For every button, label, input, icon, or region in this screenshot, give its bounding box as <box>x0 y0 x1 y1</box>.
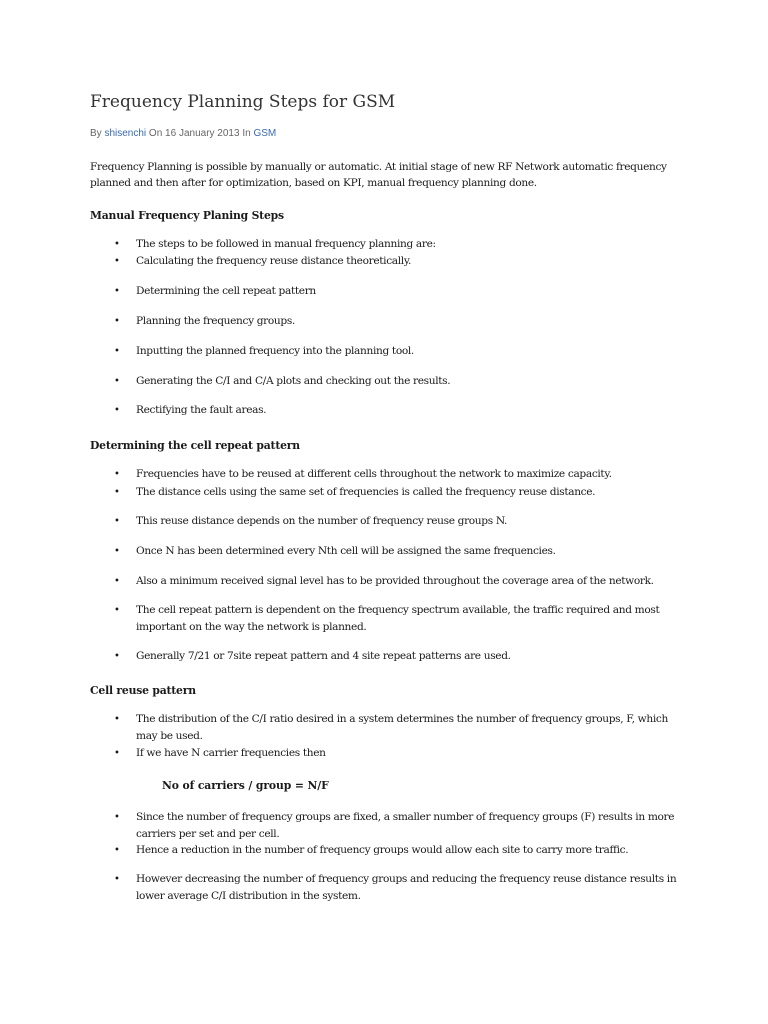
bullet: • <box>114 376 120 387</box>
bullet: • <box>114 874 120 885</box>
intro-paragraph: Frequency Planning is possible by manually or automatic. At initial stage of new RF Network automatic frequency planned and then after for optimization, based on KPI, manual frequency planning done. <box>90 161 667 189</box>
bullet: • <box>114 546 120 557</box>
list-item: • The steps to be followed in manual frequency planning are: <box>136 236 692 253</box>
formula: No of carriers / group = N/F <box>162 779 329 792</box>
category-link[interactable]: GSM <box>253 128 277 139</box>
list-item: • The distance cells using the same set of frequencies is called the frequency reuse distance. <box>136 484 692 501</box>
bullet: • <box>114 516 120 527</box>
section-heading-repeat: Determining the cell repeat pattern <box>90 439 300 452</box>
bullet: • <box>114 748 120 759</box>
bullet: • <box>114 812 120 823</box>
section-heading-manual: Manual Frequency Planing Steps <box>90 209 284 222</box>
bullet: • <box>114 316 120 327</box>
article-title: Frequency Planning Steps for GSM <box>90 92 396 112</box>
list-item: • The cell repeat pattern is dependent on the frequency spectrum available, the traffic required and most important on the way the network is planned. <box>114 604 660 633</box>
list-item: • The distribution of the C/I ratio desired in a system determines the number of frequency groups, F, which may be used. <box>114 713 668 742</box>
list-item: • Calculating the frequency reuse distance theoretically. <box>136 253 692 270</box>
bullet: • <box>114 469 120 480</box>
bullet: • <box>114 286 120 297</box>
bullet: • <box>114 605 120 616</box>
list-item: • However decreasing the number of frequency groups and reducing the frequency reuse distance results in lower average C/I distribution in the system. <box>114 873 677 902</box>
list-item: • Determining the cell repeat pattern <box>136 283 692 300</box>
byline-by: By <box>90 128 105 139</box>
bullet: • <box>114 239 120 250</box>
bullet: • <box>114 651 120 662</box>
list-item: • Frequencies have to be reused at different cells throughout the network to maximize capacity. <box>136 466 692 483</box>
list-item: • This reuse distance depends on the number of frequency reuse groups N. <box>136 513 692 530</box>
list-item: • If we have N carrier frequencies then <box>136 745 692 762</box>
bullet: • <box>114 405 120 416</box>
list-item: • Once N has been determined every Nth cell will be assigned the same frequencies. <box>136 543 692 560</box>
list-item: • Generating the C/I and C/A plots and checking out the results. <box>136 373 692 390</box>
bullet: • <box>114 487 120 498</box>
author-link[interactable]: shisenchi <box>104 128 147 139</box>
bullet: • <box>114 256 120 267</box>
bullet: • <box>114 714 120 725</box>
list-item: • Rectifying the fault areas. <box>136 402 692 419</box>
list-item: • Since the number of frequency groups are fixed, a smaller number of frequency groups (F) results in more carriers per set and per cell. <box>114 811 675 840</box>
list-item: • Generally 7/21 or 7site repeat pattern and 4 site repeat patterns are used. <box>136 648 692 665</box>
list-item: • Planning the frequency groups. <box>136 313 692 330</box>
list-item: • Inputting the planned frequency into the planning tool. <box>136 343 692 360</box>
list-item: • Hence a reduction in the number of frequency groups would allow each site to carry more traffic. <box>136 842 692 859</box>
byline-date: On 16 January 2013 In <box>146 128 254 139</box>
section-heading-reuse: Cell reuse pattern <box>90 684 196 697</box>
bullet: • <box>114 845 120 856</box>
bullet: • <box>114 346 120 357</box>
bullet: • <box>114 576 120 587</box>
list-item: • Also a minimum received signal level has to be provided throughout the coverage area of the network. <box>136 573 692 590</box>
byline <box>90 128 276 139</box>
